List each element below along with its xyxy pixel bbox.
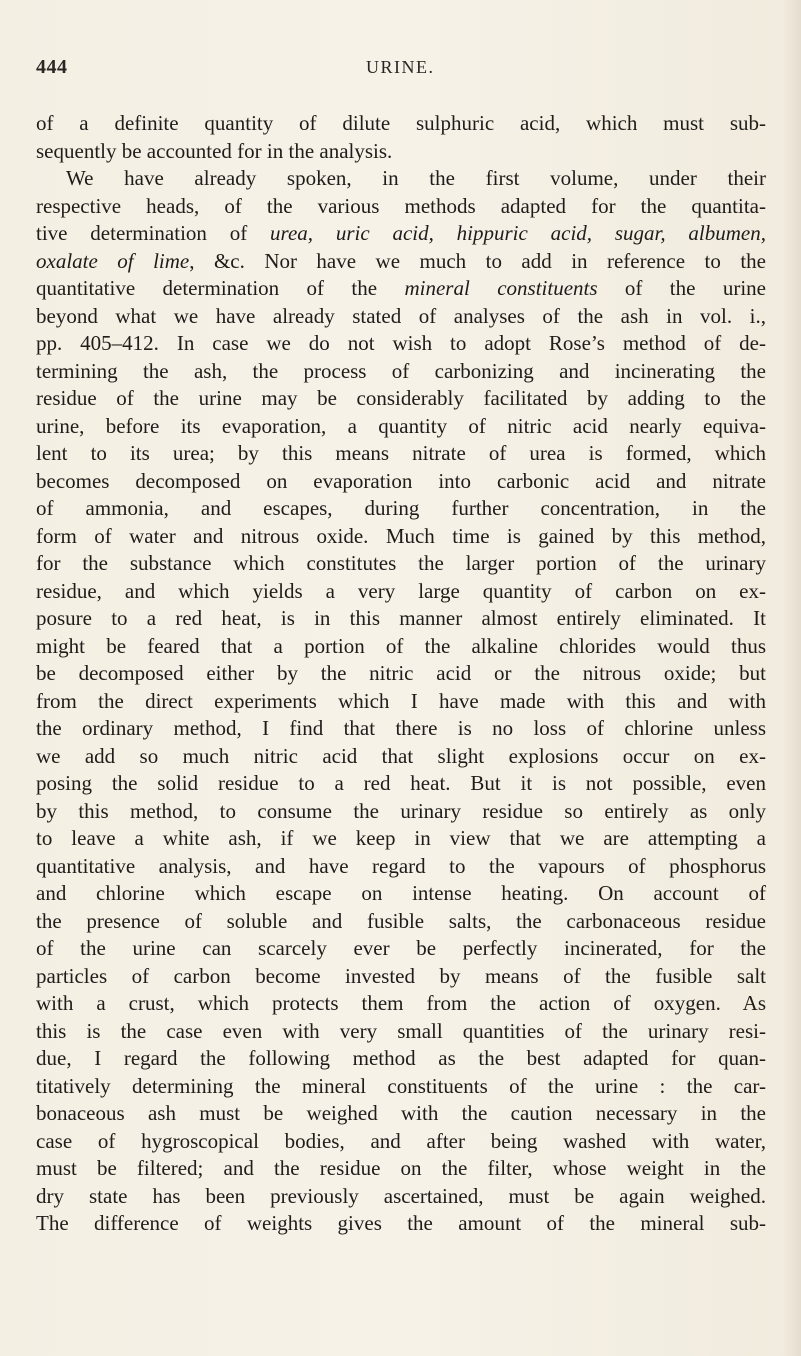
text-line — [36, 275, 766, 303]
text-segment: from the direct experiments which I have made with this and with — [36, 688, 766, 713]
text-segment: quantitative analysis, and have regard to the vapours of phosphorus — [36, 853, 766, 878]
italic-text: urea, uric acid, hippuric acid, sugar, albumen, — [270, 221, 766, 245]
text-segment: becomes decomposed on evaporation into carbonic acid and nitrate — [36, 468, 766, 493]
text-line — [36, 798, 766, 826]
page-header — [36, 56, 766, 86]
text-segment: case of hygroscopical bodies, and after being washed with water, — [36, 1128, 766, 1153]
text-line — [36, 303, 766, 331]
text-segment: by this method, to consume the urinary residue so entirely as only — [36, 798, 766, 823]
text-line — [36, 413, 766, 441]
text-segment: with a crust, which protects them from the action of oxygen. As — [36, 991, 766, 1015]
text-segment: particles of carbon become invested by means of the fusible salt — [36, 963, 766, 988]
text-line — [36, 880, 766, 908]
text-segment: this is the case even with very small quantities of the urinary resi- — [36, 1018, 766, 1043]
text-segment: posure to a red heat, is in this manner almost entirely eliminated. It — [36, 606, 766, 630]
text-line — [36, 688, 766, 716]
running-head: URINE. — [366, 57, 435, 77]
text-segment: for the substance which constitutes the larger portion of the urinary — [36, 551, 766, 575]
text-segment: tive determination of — [36, 221, 271, 245]
text-segment: pp. 405–412. In case we do not wish to adopt Rose’s method of de- — [36, 331, 766, 355]
page-number: 444 — [36, 56, 68, 78]
text-segment: the presence of soluble and fusible salts, the carbonaceous residue — [36, 908, 766, 933]
text-segment: respective heads, of the various methods adapted for the quantita- — [36, 193, 766, 218]
text-line — [36, 853, 766, 881]
text-line — [36, 165, 766, 193]
text-line — [36, 523, 766, 551]
text-segment: be decomposed either by the nitric acid or the nitrous oxide; but — [36, 661, 766, 685]
text-segment: lent to its urea; by this means nitrate of urea is formed, which — [36, 441, 766, 465]
text-segment: residue, and which yields a very large quantity of carbon on ex- — [36, 578, 766, 603]
text-line — [36, 1045, 766, 1073]
text-line — [36, 578, 766, 606]
text-line — [36, 138, 766, 166]
text-segment: We have already spoken, in the first volume, under their — [66, 166, 766, 190]
text-line — [36, 963, 766, 991]
text-line — [36, 330, 766, 358]
text-segment: might be feared that a portion of the alkaline chlorides would thus — [36, 633, 766, 658]
text-line — [36, 550, 766, 578]
text-segment: , &c. Nor have we much to add in reference to the — [189, 248, 766, 273]
text-line — [36, 908, 766, 936]
text-line — [36, 660, 766, 688]
text-segment: quantitative determination of the — [36, 276, 405, 300]
text-segment: the ordinary method, I find that there is no loss of chlorine unless — [36, 716, 766, 740]
text-segment: form of water and nitrous oxide. Much time is gained by this method, — [36, 523, 766, 548]
text-line — [36, 605, 766, 633]
text-line — [36, 110, 766, 138]
text-line — [36, 220, 766, 248]
text-line — [36, 825, 766, 853]
text-line — [36, 1018, 766, 1046]
text-segment: The difference of weights gives the amount of the mineral sub- — [36, 1211, 766, 1235]
text-segment: of the urine can scarcely ever be perfectly incinerated, for the — [36, 936, 766, 960]
text-line — [36, 193, 766, 221]
text-segment: due, I regard the following method as the best adapted for quan- — [36, 1046, 766, 1070]
text-segment: and chlorine which escape on intense heating. On account of — [36, 881, 766, 905]
text-line — [36, 935, 766, 963]
text-segment: must be filtered; and the residue on the filter, whose weight in the — [36, 1156, 766, 1180]
text-line — [36, 495, 766, 523]
text-line — [36, 633, 766, 661]
text-line — [36, 1128, 766, 1156]
text-segment: sequently be accounted for in the analysis. — [36, 138, 393, 163]
text-segment: of the urine — [597, 276, 766, 300]
text-line — [36, 1155, 766, 1183]
text-line — [36, 1210, 766, 1238]
text-line — [36, 770, 766, 798]
text-line — [36, 385, 766, 413]
italic-text: mineral constituents — [404, 276, 598, 300]
text-segment: bonaceous ash must be weighed with the caution necessary in the — [36, 1101, 766, 1125]
text-line — [36, 440, 766, 468]
text-segment: urine, before its evaporation, a quantity of nitric acid nearly equiva- — [36, 413, 766, 438]
text-segment: residue of the urine may be considerably facilitated by adding to the — [36, 386, 766, 410]
italic-text: oxalate of lime — [36, 248, 190, 273]
text-segment: we add so much nitric acid that slight explosions occur on ex- — [36, 743, 766, 768]
text-segment: of a definite quantity of dilute sulphuric acid, which must sub- — [36, 111, 766, 135]
text-line — [36, 358, 766, 386]
text-line — [36, 248, 766, 276]
text-line — [36, 1073, 766, 1101]
text-segment: posing the solid residue to a red heat. But it is not possible, even — [36, 771, 766, 795]
text-segment: to leave a white ash, if we keep in view that we are attempting a — [36, 826, 766, 850]
text-segment: termining the ash, the process of carbonizing and incinerating the — [36, 358, 766, 383]
text-segment: of ammonia, and escapes, during further concentration, in the — [36, 496, 766, 520]
text-segment: beyond what we have already stated of analyses of the ash in vol. i., — [36, 303, 766, 328]
text-line — [36, 715, 766, 743]
text-line — [36, 468, 766, 496]
text-line — [36, 1100, 766, 1128]
text-segment: titatively determining the mineral constituents of the urine : the car- — [36, 1073, 766, 1098]
text-line — [36, 743, 766, 771]
page-edge-shadow — [783, 0, 801, 1356]
text-segment: dry state has been previously ascertained, must be again weighed. — [36, 1183, 766, 1208]
text-line — [36, 1183, 766, 1211]
body-text — [36, 110, 766, 1238]
text-line — [36, 990, 766, 1018]
